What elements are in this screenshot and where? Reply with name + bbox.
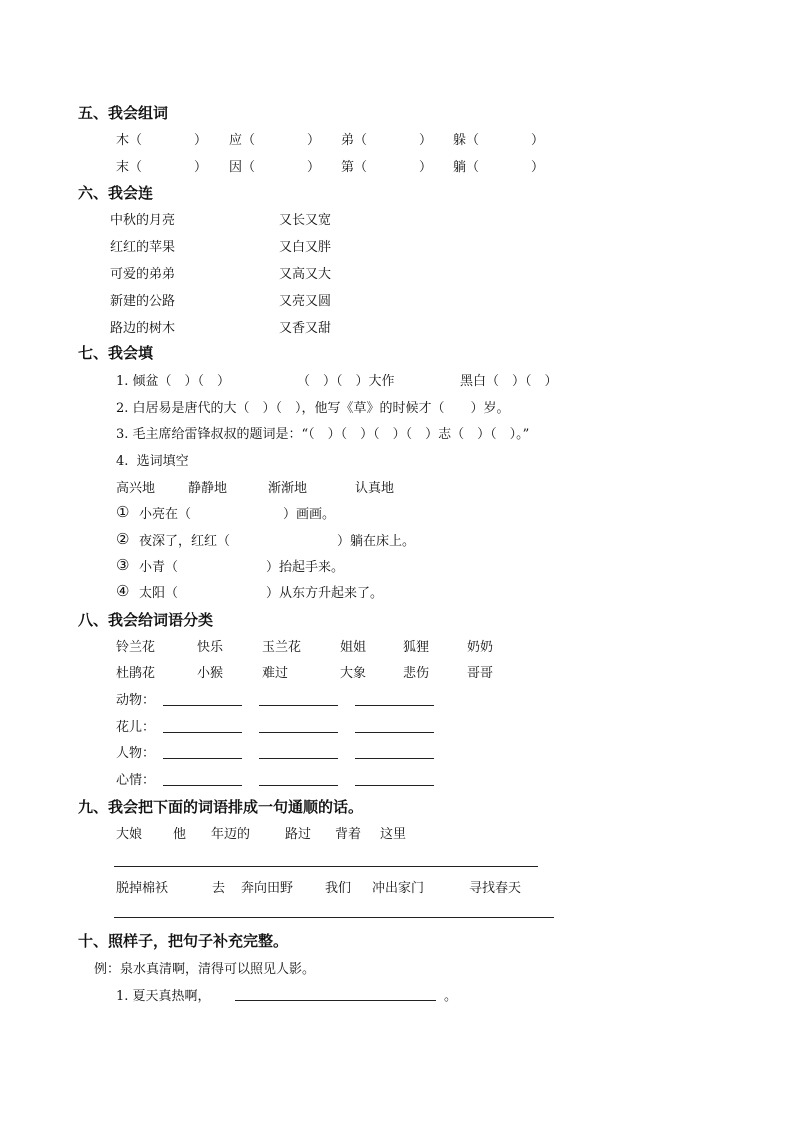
classify-word: 杜鹃花 [116,666,156,681]
answer-line[interactable] [355,732,434,733]
sentence-word: 冲出家门 [372,881,425,896]
sentence-word: 奔向田野 [241,881,294,896]
classify-word: 铃兰花 [116,640,156,655]
match-right-item: 又白又胖 [279,240,332,255]
sentence-word: 这里 [380,827,407,842]
classify-word: 难过 [262,666,289,681]
category-label: 花儿： [116,720,156,735]
sentence-word: 大娘 [116,827,143,842]
choice-word: 认真地 [355,481,395,496]
choice-sentence-end: ）抬起手来。 [266,560,345,575]
match-left-item: 红红的苹果 [110,240,176,255]
answer-line[interactable] [259,705,338,706]
section-7-title: 七、我会填 [78,344,154,362]
choice-sentence-start: 小青（ [139,560,179,575]
word-group-item: 因（ ） [229,160,321,175]
complete-question-1: 1. 夏天真热啊， [116,989,211,1004]
fill-question-3: 3. 毛主席给雷锋叔叔的题词是：“（ ）（ ）（ ）（ ）志（ ）（ ）。” [116,427,530,442]
choice-word: 静静地 [188,481,228,496]
match-right-item: 又亮又圆 [279,294,332,309]
classify-word: 奶奶 [467,640,494,655]
sentence-word: 脱掉棉袄 [116,881,169,896]
word-group-item: 躺（ ） [453,160,545,175]
sentence-word: 他 [173,827,187,842]
classify-word: 快乐 [197,640,224,655]
circled-number: ② [116,530,130,548]
classify-word: 悲伤 [403,666,430,681]
choice-word: 渐渐地 [268,481,308,496]
choice-sentence-start: 太阳（ [139,586,179,601]
classify-word: 小猴 [197,666,224,681]
answer-line[interactable] [259,758,338,759]
fill-question-2: 2. 白居易是唐代的大（ ）（ ），他写《草》的时候才（ ）岁。 [116,401,510,416]
match-left-item: 路边的树木 [110,321,176,336]
match-right-item: 又香又甜 [279,321,332,336]
choice-sentence-end: ）躺在床上。 [337,534,416,549]
answer-line[interactable] [163,785,242,786]
match-left-item: 可爱的弟弟 [110,267,176,282]
word-group-item: 木（ ） [116,133,208,148]
answer-line[interactable] [163,732,242,733]
match-left-item: 中秋的月亮 [110,213,176,228]
circled-number: ③ [116,556,130,574]
fill-question-4: 4. 选词填空 [116,454,189,469]
classify-word: 狐狸 [403,640,430,655]
fill-question-1a: 1. 倾盆（ ）（ ） [116,374,231,389]
match-left-item: 新建的公路 [110,294,176,309]
choice-word: 高兴地 [116,481,156,496]
category-label: 人物： [116,746,156,761]
answer-line[interactable] [114,917,554,918]
sentence-word: 年迈的 [211,827,251,842]
answer-line[interactable] [355,785,434,786]
classify-word: 玉兰花 [262,640,302,655]
word-group-item: 末（ ） [116,160,208,175]
classify-word: 姐姐 [340,640,367,655]
answer-line[interactable] [355,758,434,759]
match-right-item: 又高又大 [279,267,332,282]
fill-question-1c: 黑白（ ）（ ） [460,374,558,389]
category-label: 动物： [116,693,156,708]
section-6-title: 六、我会连 [78,184,154,202]
answer-line[interactable] [235,1000,436,1001]
word-group-item: 弟（ ） [341,133,433,148]
section-10-title: 十、照样子，把句子补充完整。 [78,932,289,950]
match-right-item: 又长又宽 [279,213,332,228]
answer-line[interactable] [259,785,338,786]
answer-line[interactable] [163,705,242,706]
choice-sentence-end: ）从东方升起来了。 [266,586,384,601]
sentence-word: 我们 [325,881,352,896]
sentence-word: 背着 [335,827,362,842]
answer-line[interactable] [114,866,538,867]
word-group-item: 应（ ） [229,133,321,148]
circled-number: ④ [116,582,130,600]
sentence-word: 去 [212,881,226,896]
sentence-word: 寻找春天 [469,881,522,896]
section-5-title: 五、我会组词 [78,104,169,122]
classify-word: 大象 [340,666,367,681]
word-group-item: 躲（ ） [453,133,545,148]
fill-question-1b: （ ）（ ）大作 [297,374,395,389]
section-9-title: 九、我会把下面的词语排成一句通顺的话。 [78,798,364,816]
example-sentence: 例：泉水真清啊，清得可以照见人影。 [94,962,316,977]
category-label: 心情： [116,773,156,788]
section-8-title: 八、我会给词语分类 [78,611,214,629]
sentence-word: 路过 [285,827,312,842]
circled-number: ① [116,503,130,521]
choice-sentence-start: 夜深了，红红（ [139,534,231,549]
sentence-period: 。 [444,989,458,1004]
choice-sentence-start: 小亮在（ [139,507,192,522]
answer-line[interactable] [259,732,338,733]
choice-sentence-end: ）画画。 [283,507,336,522]
classify-word: 哥哥 [467,666,494,681]
word-group-item: 第（ ） [341,160,433,175]
answer-line[interactable] [163,758,242,759]
answer-line[interactable] [355,705,434,706]
